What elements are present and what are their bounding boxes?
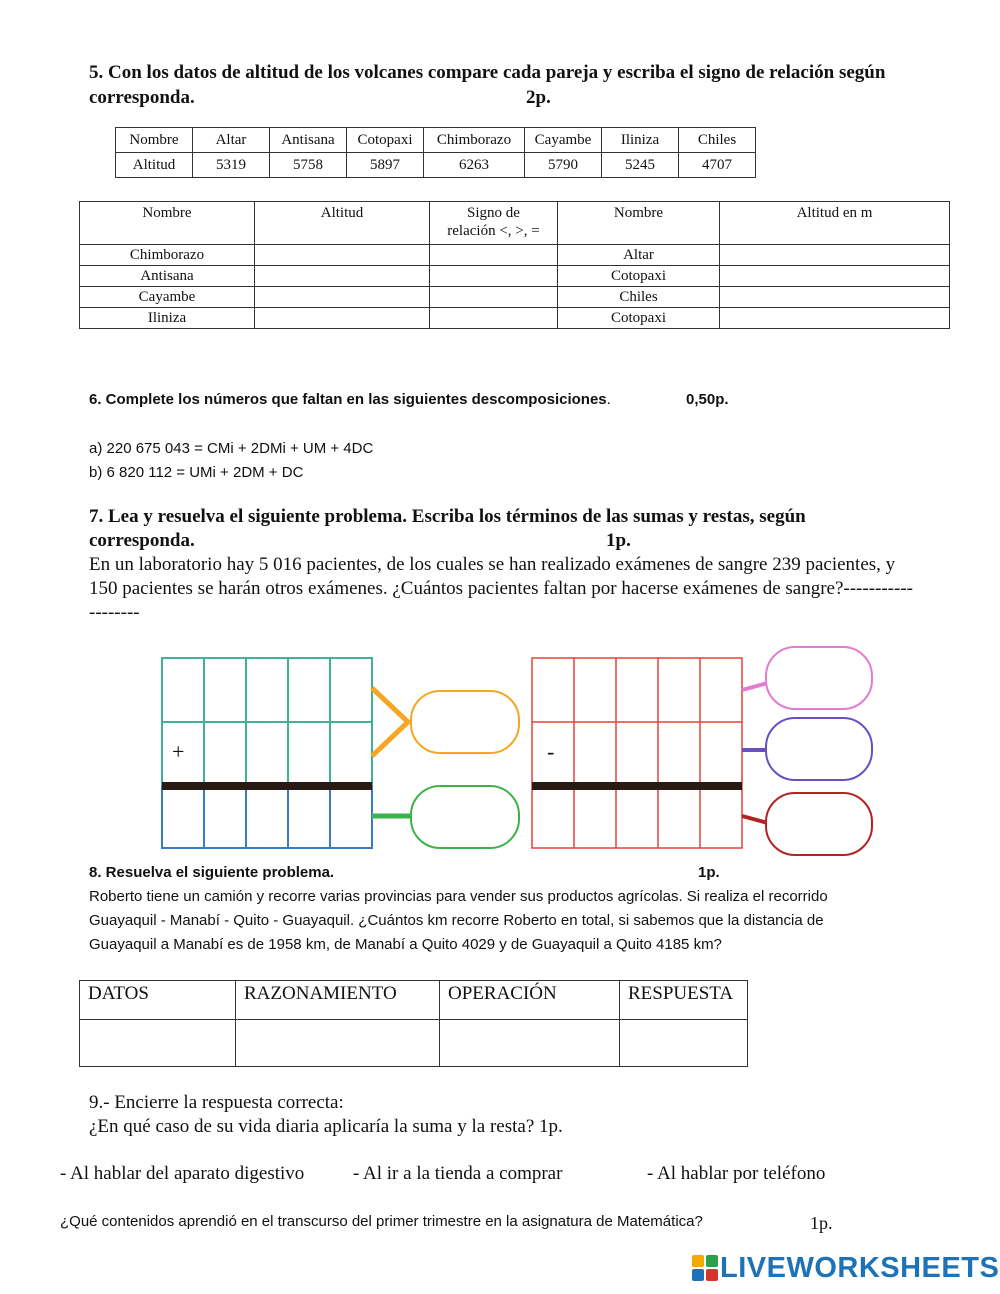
sum-bar [162, 782, 372, 790]
operacion-input[interactable] [440, 1020, 620, 1067]
datos-input[interactable] [80, 1020, 236, 1067]
pink-connector-icon [742, 683, 768, 690]
q9-block [89, 1091, 563, 1139]
relation-sign-input[interactable] [430, 245, 558, 266]
plus-sign: + [172, 739, 185, 764]
q9-title: 9.- Encierre la respuesta correcta: [89, 1092, 344, 1113]
q10-question: ¿Qué contenidos aprendió en el transcurso del primer trimestre en la asignatura de Matemática? [60, 1213, 703, 1230]
q7-text-line2: 150 pacientes se harán otros exámenes. ¿Cuántos pacientes faltan por hacerse exámenes de sangre?----------- [89, 578, 913, 599]
q5-points: 2p. [526, 87, 551, 108]
logo-square [692, 1269, 704, 1281]
volcano-right: Cotopaxi [558, 308, 720, 329]
table-cell: Chiles [679, 128, 756, 153]
table-row [80, 308, 950, 329]
razonamiento-input[interactable] [236, 1020, 440, 1067]
q7-text-line1: En un laboratorio hay 5 016 pacientes, de los cuales se han realizado exámenes de sangre 239 pacientes, y [89, 554, 896, 575]
altitude-input[interactable] [255, 266, 430, 287]
table-row [116, 128, 756, 153]
table-row [116, 153, 756, 178]
altitude-input[interactable] [255, 287, 430, 308]
q8-title: 8. Resuelva el siguiente problema. [89, 864, 335, 881]
liveworksheets-logo-icon [692, 1255, 718, 1281]
difference-answer-box[interactable] [765, 792, 873, 856]
table-cell: Altitud [116, 153, 193, 178]
q7-text-line3: -------- [89, 602, 140, 623]
q6-item-a: a) 220 675 043 = CMi + 2DMi + UM + 4DC [89, 440, 374, 457]
table-cell: Cayambe [525, 128, 602, 153]
q9-option-3[interactable]: - Al hablar por teléfono [647, 1163, 826, 1184]
subtraction-grid-lines [532, 658, 742, 848]
table-cell: 5790 [525, 153, 602, 178]
addition-grid-lines [162, 658, 372, 848]
q8-text-line3: Guayaquil a Manabí es de 1958 km, de Manabí a Quito 4029 y de Guayaquil a Quito 4185 km? [89, 936, 722, 953]
header-signo-line2: relación <, >, = [447, 223, 540, 239]
header-altitud: Altitud [255, 202, 430, 245]
subtraction-grid-frame [532, 658, 742, 848]
table-cell: 6263 [424, 153, 525, 178]
table-cell: Nombre [116, 128, 193, 153]
altitude-m-input[interactable] [720, 266, 950, 287]
volcano-left: Cayambe [80, 287, 255, 308]
header-datos: DATOS [80, 981, 236, 1020]
q10-row [60, 1213, 940, 1231]
altitude-input[interactable] [255, 245, 430, 266]
header-respuesta: RESPUESTA [620, 981, 748, 1020]
table-cell: 4707 [679, 153, 756, 178]
q6-title-row [89, 390, 789, 410]
altitude-m-input[interactable] [720, 308, 950, 329]
q9-option-2[interactable]: - Al ir a la tienda a comprar [353, 1163, 563, 1184]
relation-sign-input[interactable] [430, 287, 558, 308]
header-signo [430, 202, 558, 245]
q7-points: 1p. [606, 530, 631, 551]
header-nombre: Nombre [80, 202, 255, 245]
subtrahend-answer-box[interactable] [765, 717, 873, 781]
liveworksheets-logo-text: LIVEWORKSHEETS [720, 1251, 1000, 1284]
table-cell: 5319 [193, 153, 270, 178]
volcano-left: Iliniza [80, 308, 255, 329]
volcano-right: Altar [558, 245, 720, 266]
q8-points: 1p. [698, 864, 720, 881]
q7-problem-text [89, 553, 969, 625]
table-cell: 5758 [270, 153, 347, 178]
respuesta-input[interactable] [620, 1020, 748, 1067]
subtraction-grid [520, 640, 780, 860]
table-cell: Cotopaxi [347, 128, 424, 153]
q6-points: 0,50p. [686, 391, 729, 408]
volcano-left: Antisana [80, 266, 255, 287]
table-cell: Chimborazo [424, 128, 525, 153]
q8-text-line2: Guayaquil - Manabí - Quito - Guayaquil. ¿Cuántos km recorre Roberto en total, si sabemos que la distancia de [89, 912, 824, 929]
altitude-input[interactable] [255, 308, 430, 329]
q6-item-b: b) 6 820 112 = UMi + 2DM + DC [89, 464, 304, 481]
volcano-right: Cotopaxi [558, 266, 720, 287]
table-row [80, 245, 950, 266]
q8-text-line1: Roberto tiene un camión y recorre varias provincias para vender sus productos agrícolas. Si realiza el recorrido [89, 888, 828, 905]
volcano-comparison-table [79, 201, 950, 329]
q5-title-line1: 5. Con los datos de altitud de los volcanes compare cada pareja y escriba el signo de relación según [89, 62, 886, 83]
table-row [80, 1020, 748, 1067]
addition-grid-bottom [162, 786, 372, 848]
problem-solving-table [79, 980, 748, 1067]
q7-title [89, 505, 949, 553]
relation-sign-input[interactable] [430, 308, 558, 329]
logo-square [706, 1255, 718, 1267]
header-nombre-2: Nombre [558, 202, 720, 245]
volcano-left: Chimborazo [80, 245, 255, 266]
altitude-m-input[interactable] [720, 287, 950, 308]
q5-title [89, 60, 969, 110]
q5-title-line2: corresponda. [89, 87, 195, 108]
addends-answer-box[interactable] [410, 690, 520, 754]
sum-answer-box[interactable] [410, 785, 520, 849]
table-cell: Altar [193, 128, 270, 153]
table-cell: 5897 [347, 153, 424, 178]
q6-title-dot: . [606, 391, 611, 408]
q9-option-1[interactable]: - Al hablar del aparato digestivo [60, 1163, 305, 1184]
header-operacion: OPERACIÓN [440, 981, 620, 1020]
header-altitud-m: Altitud en m [720, 202, 950, 245]
altitude-m-input[interactable] [720, 245, 950, 266]
table-header-row [80, 202, 950, 245]
header-razonamiento: RAZONAMIENTO [236, 981, 440, 1020]
q8-problem-text [89, 885, 989, 957]
relation-sign-input[interactable] [430, 266, 558, 287]
table-cell: Iliniza [602, 128, 679, 153]
table-header-row [80, 981, 748, 1020]
q8-title-row [89, 863, 789, 883]
difference-bar [532, 782, 742, 790]
table-row [80, 287, 950, 308]
liveworksheets-logo [692, 1252, 999, 1284]
header-signo-line1: Signo de [467, 205, 520, 221]
minuend-answer-box[interactable] [765, 646, 873, 710]
q7-title-line1: 7. Lea y resuelva el siguiente problema. Escriba los términos de las sumas y restas, según [89, 506, 806, 527]
table-row [80, 266, 950, 287]
logo-square [706, 1269, 718, 1281]
table-cell: 5245 [602, 153, 679, 178]
table-cell: Antisana [270, 128, 347, 153]
q6-items [89, 437, 373, 485]
q9-question: ¿En qué caso de su vida diaria aplicaría la suma y la resta? 1p. [89, 1116, 563, 1137]
q7-title-line2: corresponda. [89, 530, 195, 551]
q10-points: 1p. [810, 1213, 833, 1233]
q6-title: 6. Complete los números que faltan en las siguientes descomposiciones [89, 391, 607, 408]
orange-connector-icon [372, 688, 408, 756]
minus-sign: - [547, 739, 555, 764]
volcano-right: Chiles [558, 287, 720, 308]
logo-square [692, 1255, 704, 1267]
volcano-altitude-table [115, 127, 756, 178]
